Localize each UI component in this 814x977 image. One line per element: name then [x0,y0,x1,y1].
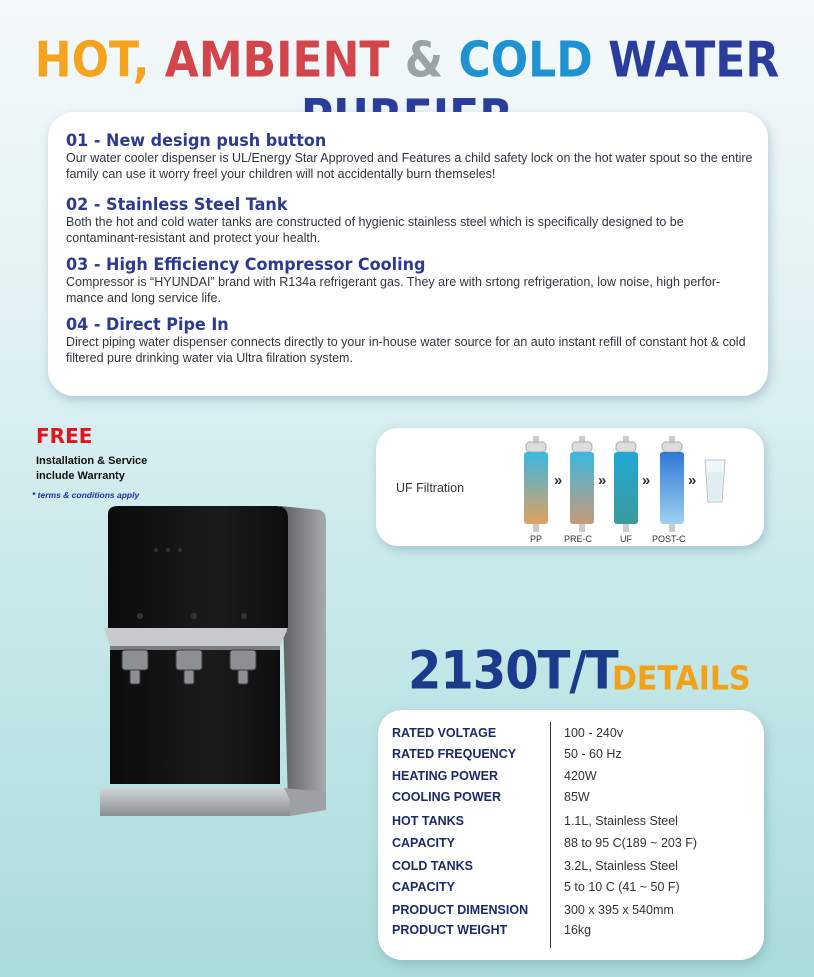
stage-label: PP [530,534,543,544]
spec-value: 5 to 10 C (41 ~ 50 F) [564,880,680,894]
spec-row [392,923,762,943]
specs-card [378,710,764,960]
spec-key: COLD TANKS [392,859,474,873]
spec-value: 88 to 95 C(189 ~ 203 F) [564,836,698,850]
post-c-cartridge [652,436,686,544]
spec-key: RATED FREQUENCY [392,747,517,761]
spec-value: 16kg [564,923,592,937]
features-card [48,112,768,396]
spec-value: 300 x 395 x 540mm [564,903,674,917]
feature-heading: 01 - New design push button [66,130,327,151]
arrow-icon: » [598,472,607,489]
spec-key: RATED VOLTAGE [392,726,497,740]
feature-2 [66,194,756,246]
feature-text: Both the hot and cold water tanks are constructed of hygienic stainless steel which is specifically designed to be contaminant-resistant and protect your health. [66,215,684,245]
spec-value: 3.2L, Stainless Steel [564,859,678,873]
spec-key: PRODUCT DIMENSION [392,903,529,917]
feature-1 [66,130,756,182]
spec-row [392,769,762,789]
title-ampersand: & [404,31,444,89]
filtration-label: UF Filtration [396,481,465,495]
title-hot: HOT, [34,31,150,89]
feature-text: Direct piping water dispenser connects directly to your in-house water source for an auto instant refill of constant hot & cold filtered pure drinking water via Ultra filration system. [66,335,746,365]
spec-row [392,747,762,767]
spec-value: 85W [564,790,590,804]
spec-key: HOT TANKS [392,814,464,828]
spec-row [392,880,762,900]
filtration-card [376,428,764,546]
spec-row [392,859,762,879]
free-line-2: include Warranty [36,470,125,482]
arrow-icon: » [554,472,563,489]
title-water: WATER [608,31,780,89]
free-line-1: Installation & Service [36,455,148,467]
pp-cartridge [522,436,550,544]
model-code: 2130T/T [408,640,618,702]
free-offer [32,424,148,500]
spec-row [392,836,762,856]
spec-key: CAPACITY [392,880,455,894]
details-heading: DETAILS [612,660,751,699]
arrow-icon: » [688,472,697,489]
feature-text: Our water cooler dispenser is UL/Energy Star Approved and Features a child safety lock on the hot water spout so the entire family can use it worry freel your children will not accidentally burn themseles! [66,151,753,181]
feature-text: Compressor is “HYUNDAI” brand with R134a refrigerant gas. They are with srtong refrigeration, low noise, high perfor-mance and long service life. [66,275,721,305]
feature-3 [66,254,756,306]
title-cold: COLD [458,31,593,89]
spec-key: PRODUCT WEIGHT [392,923,508,937]
pre-c-cartridge [564,436,596,544]
glass-icon [704,458,726,509]
spec-key: COOLING POWER [392,790,502,804]
spec-value: 50 - 60 Hz [564,747,622,761]
feature-4 [66,314,756,366]
uf-cartridge [612,436,640,544]
stage-label: POST-C [652,534,686,544]
spec-row [392,790,762,810]
stage-label: UF [620,534,632,544]
spec-key: CAPACITY [392,836,455,850]
spec-row [392,726,762,746]
stage-label: PRE-C [564,534,593,544]
free-label: FREE [36,424,93,448]
spec-value: 420W [564,769,597,783]
feature-heading: 04 - Direct Pipe In [66,314,229,335]
spec-key: HEATING POWER [392,769,499,783]
spec-value: 100 - 240v [564,726,624,740]
arrow-icon: » [642,472,651,489]
title-ambient: AMBIENT [164,31,390,89]
water-dispenser-image [98,504,334,826]
spec-row [392,814,762,834]
spec-value: 1.1L, Stainless Steel [564,814,678,828]
terms-note: * terms & conditions apply [32,490,140,500]
feature-heading: 03 - High Efficiency Compressor Cooling [66,254,426,275]
spec-row [392,903,762,923]
feature-heading: 02 - Stainless Steel Tank [66,194,288,215]
